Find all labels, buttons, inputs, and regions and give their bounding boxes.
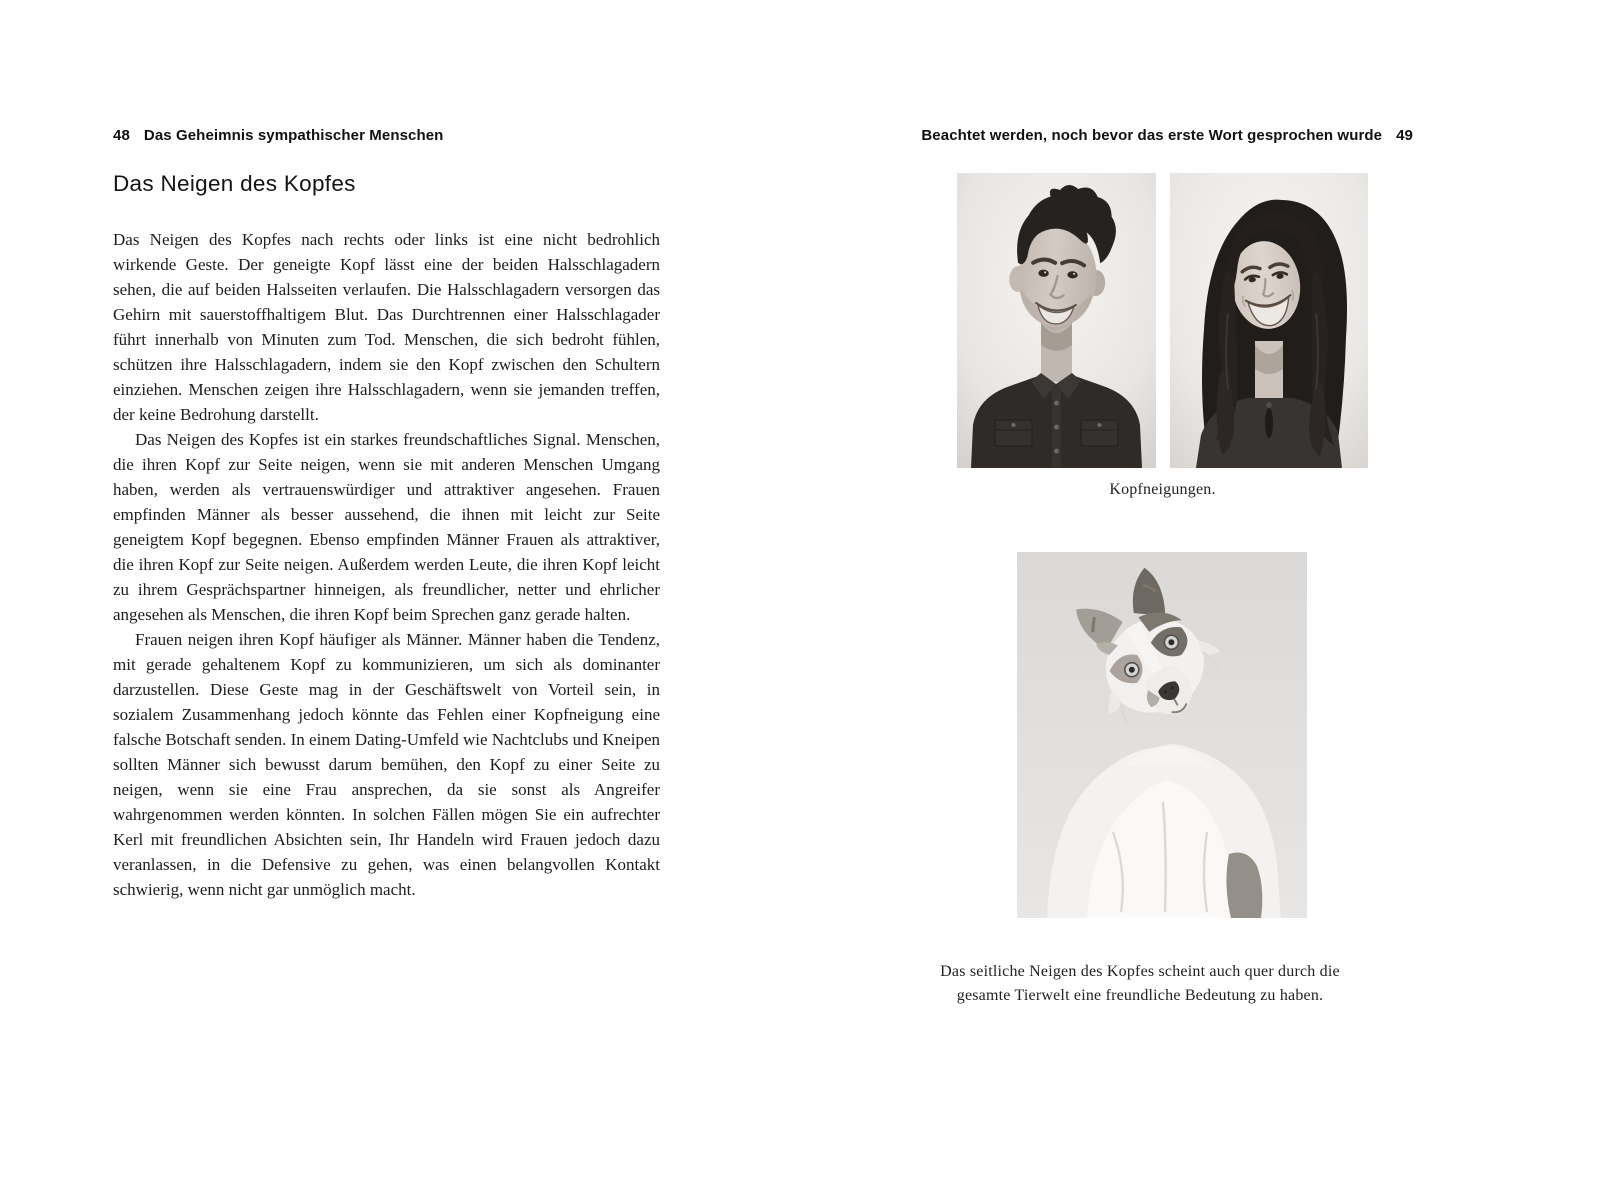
body-text-column: [113, 227, 660, 902]
caption-line: gesamte Tierwelt eine freundliche Bedeutung zu haben.: [956, 987, 1324, 1004]
running-title-right: Beachtet werden, noch bevor das erste Wort gesprochen wurde: [921, 127, 1383, 144]
page-number-right: 49: [1396, 127, 1413, 144]
man-head-tilt-portrait: [957, 173, 1156, 468]
running-header-right: [921, 127, 1413, 144]
figure-caption-dog: [890, 960, 1390, 1008]
page-number-left: 48: [113, 127, 130, 144]
body-paragraph: Das Neigen des Kopfes ist ein starkes freundschaftliches Signal. Menschen, die ihren Kopf zur Seite neigen, wenn sie mit anderen Menschen Umgang haben, werden als vertrauenswürdiger und attraktiver angesehen. Frauen empfinden Männer als besser aussehend, die ihnen mit leicht zur Seite geneigtem Kopf begegnen. Ebenso empfinden Männer Frauen als attraktiver, die ihren Kopf zur Seite neigen. Außerdem werden Leute, die ihren Kopf leicht zu ihrem Gesprächspartner hinneigen, als freundlicher, netter und ehrlicher angesehen als Menschen, die ihren Kopf beim Sprechen ganz gerade halten.: [113, 430, 660, 624]
body-paragraph: Frauen neigen ihren Kopf häufiger als Männer. Männer haben die Tendenz, mit gerade gehaltenem Kopf zu kommunizieren, um sich als dominanter darzustellen. Diese Geste mag in der Geschäftswelt von Vorteil sein, in sozialem Zusammenhang jedoch könnte das Fehlen einer Kopfneigung eine falsche Botschaft senden. In einem Dating-Umfeld wie Nachtclubs und Kneipen sollten Männer sich bewusst darum bemühen, den Kopf zu einer Seite zu neigen, wenn sie eine Frau ansprechen, da sie sonst als Angreifer wahrgenommen werden könnten. In solchen Fällen mögen Sie ein aufrechter Kerl mit freundlichen Absichten sein, Ihr Handeln wird Frauen jedoch dazu veranlassen, in die Defensive zu gehen, was einen belangvollen Kontakt schwierig, wenn nicht gar unmöglich macht.: [113, 630, 660, 899]
caption-line: Das seitliche Neigen des Kopfes scheint auch quer durch die: [940, 963, 1340, 980]
running-header-left: [113, 127, 443, 144]
woman-head-tilt-portrait: [1170, 173, 1368, 468]
section-heading: Das Neigen des Kopfes: [113, 171, 356, 196]
dog-head-tilt-photo: [1017, 552, 1307, 918]
figure-caption-portraits: Kopfneigungen.: [1109, 481, 1216, 498]
body-paragraph: Das Neigen des Kopfes nach rechts oder links ist eine nicht bedrohlich wirkende Geste. Der geneigte Kopf lässt eine der beiden Halsschlagadern sehen, die auf beiden Halsseiten verlaufen. Die Halsschlagadern versorgen das Gehirn mit sauerstoffhaltigem Blut. Das Durchtrennen einer Halsschlagader führt innerhalb von Minuten zum Tod. Menschen, die sich bedroht fühlen, schützen ihre Halsschlagadern, indem sie den Kopf zwischen den Schultern einziehen. Menschen zeigen ihre Halsschlagadern, wenn sie jemanden treffen, der keine Bedrohung darstellt.: [113, 230, 660, 424]
running-title-left: Das Geheimnis sympathischer Menschen: [143, 127, 444, 144]
